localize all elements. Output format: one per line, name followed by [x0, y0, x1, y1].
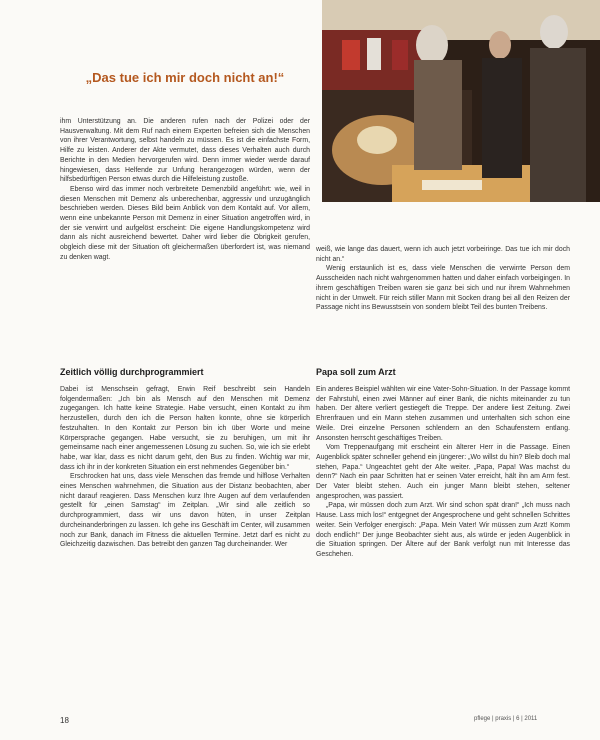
paragraph: „Papa, wir müssen doch zum Arzt. Wir sind schon spät dran!“ „Ich muss nach Hause. Lass mich los!“ entgegnet der Angesprochene und geht schnellen Schrittes weiter. Sein Verfolger energisch: „Papa. Mein Vater! Wir müssen zum Arzt! Komm doch endlich!“ Der junge Beobachter sieht aus, als würde er jeden Augenblick in die Situation springen. Der Ältere auf der Bank verfolgt nun mit Interesse das Geschehen.: [316, 502, 570, 558]
paragraph: Ein anderes Beispiel wählten wir eine Vater-Sohn-Situation. In der Passage kommt der Fahrstuhl, einen zwei Männer auf einer Bank, die nichts miteinander zu tun haben. Der ältere verliert gestiegeft die Treppe. Der andere liest Zeitung. Zwei Ehrenfrauen und ein Mann stehen zusammen und unterhalten sich schon eine Weile. Drei einzelne Personen schlendern an den Schaufenstern entlang. Ansonsten herrscht geschäftiges Treiben.: [316, 386, 570, 442]
paragraph: ihm Unterstützung an. Die anderen rufen nach der Polizei oder der Hausverwaltung. Mit dem Ruf nach einem Experten befreien sich die Menschen von ihrer Verantwortung, selbst handeln zu müssen. Es ist die einfachste Form, Hilfe zu leisten. Anderer der Akte vermutet, dass dieses Verhalten auch durch Berichte in den Medien hervorgerufen wird. Denn immer wieder werde darauf hingewiesen, dass Helfende zur Unfung herangezogen würden, wenn der hilfsbedürftigen Person etwas durch die Hilfeleistung zustoße.: [60, 118, 310, 184]
article-photo: [322, 0, 600, 202]
paragraph: Wenig erstaunlich ist es, dass viele Menschen die verwirrte Person dem Ausscheiden nach nicht wahrgenommen hatten und daher einfach vorbeigingen. In ihrem geschäftigen Treiben waren sie ganz bei sich und nur ihrem Wahrnehmen nicht in der Umwelt. Für reich stiller Mann mit Socken drang bei all den Reizen der Passage nicht ins Bewusstsein von sondern bleibt Teil des bunten Treibens.: [316, 265, 570, 312]
paragraph: Erschrocken hat uns, dass viele Menschen das fremde und hilflose Verhalten eines Menschen wahrnehmen, die Situation aus der Distanz beobachten, aber nicht darauf reagieren. Dass Menschen kurz Ihre Augen auf dem verlaufenden gestellt für „einen Samstag“ im Zeitplan. „Wir sind alle zeitlich so durchprogrammiert, dass wir uns davon hüten, in unser Zeitplan durcheinanderbringen zu lassen. Ich gehe ins Geschäft im Center, will zusammen noch zur Bank, danach im Fitness die aktuellen Termine. Jetzt darf es nicht zu Gleichzeitig dazwischen. Das betreibt den ganzen Tag durcheinander. Wer: [60, 473, 310, 549]
photo-illustration: [322, 0, 600, 202]
paragraph: weiß, wie lange das dauert, wenn ich auch jetzt vorbeiringe. Das tue ich mir doch nicht an.“: [316, 246, 570, 263]
pull-quote: „Das tue ich mir doch nicht an!“: [85, 70, 285, 85]
magazine-footer: pflege | praxis | 6 | 2011: [474, 716, 538, 722]
section-heading: Papa soll zum Arzt: [316, 367, 396, 377]
section-heading: Zeitlich völlig durchprogrammiert: [60, 367, 204, 377]
page-number: 18: [60, 716, 69, 725]
paragraph: Vom Treppenaufgang mit erscheint ein älterer Herr in die Passage. Einen Augenblick später schneller gehend ein jüngerer: „Wo willst du hin? Bleib doch mal stehen, Papa.“ Ungeachtet geht der Alte weiter. „Papa, Papa! Was machst du denn?“ Nach ein paar Schritten hat er seinen Vater erreicht, hält ihn am Arm fest. Der Vater bleibt stehen. Auch ein junger Mann bleibt stehen, seltener angesprochen, was passiert.: [316, 444, 570, 500]
paragraph: Dabei ist Menschsein gefragt, Erwin Reif beschreibt sein Handeln folgendermaßen: „Ich bin als Mensch auf den Menschen mit Demenz zugegangen. Ich hatte keine Strategie. Habe versucht, einen Kontakt zu ihm herzustellen, durch den ich die Person halten konnte, ohne sie körperlich festzuhalten. In den Kontakt zur Person bin ich über Worte und meine Körpersprache gegangen. Habe versucht, sie zu beruhigen, um mit ihr gemeinsame nach einer angemessenen Lösung zu suchen. So, wie ich sie erlebt habe, war klar, dass es nicht darum geht, den Bus zu finden. Wichtig war mir, dass ich ihr in der konkreten Situation ein erst nehmendes Gegenüber bin.“: [60, 386, 310, 471]
left-column-section: [60, 366, 310, 690]
left-column-top: [60, 117, 310, 357]
right-column-top: [316, 245, 570, 355]
paragraph: Ebenso wird das immer noch verbreitete Demenzbild angeführt: wie, weil in diesen Menschen mit Demenz als unberechenbar, aggressiv und unzugänglich beschrieben werden. Dieses Bild beim Anblick von dem Kontakt auf. Vor allem, wenn eine unbekannte Person mit Demenz in einer Situation angetroffen wird, in der sie verwirrt und aufgelöst erscheint: Die eigene Handlungskompetenz wird dann als nicht ausreichend bewertet. Daher wird lieber die Obrigkeit gerufen, obgleich diese mit der Situation oft gleichermaßen überfordert ist, was niemand zu denken wagt.: [60, 185, 310, 261]
right-column-section: [316, 366, 570, 690]
